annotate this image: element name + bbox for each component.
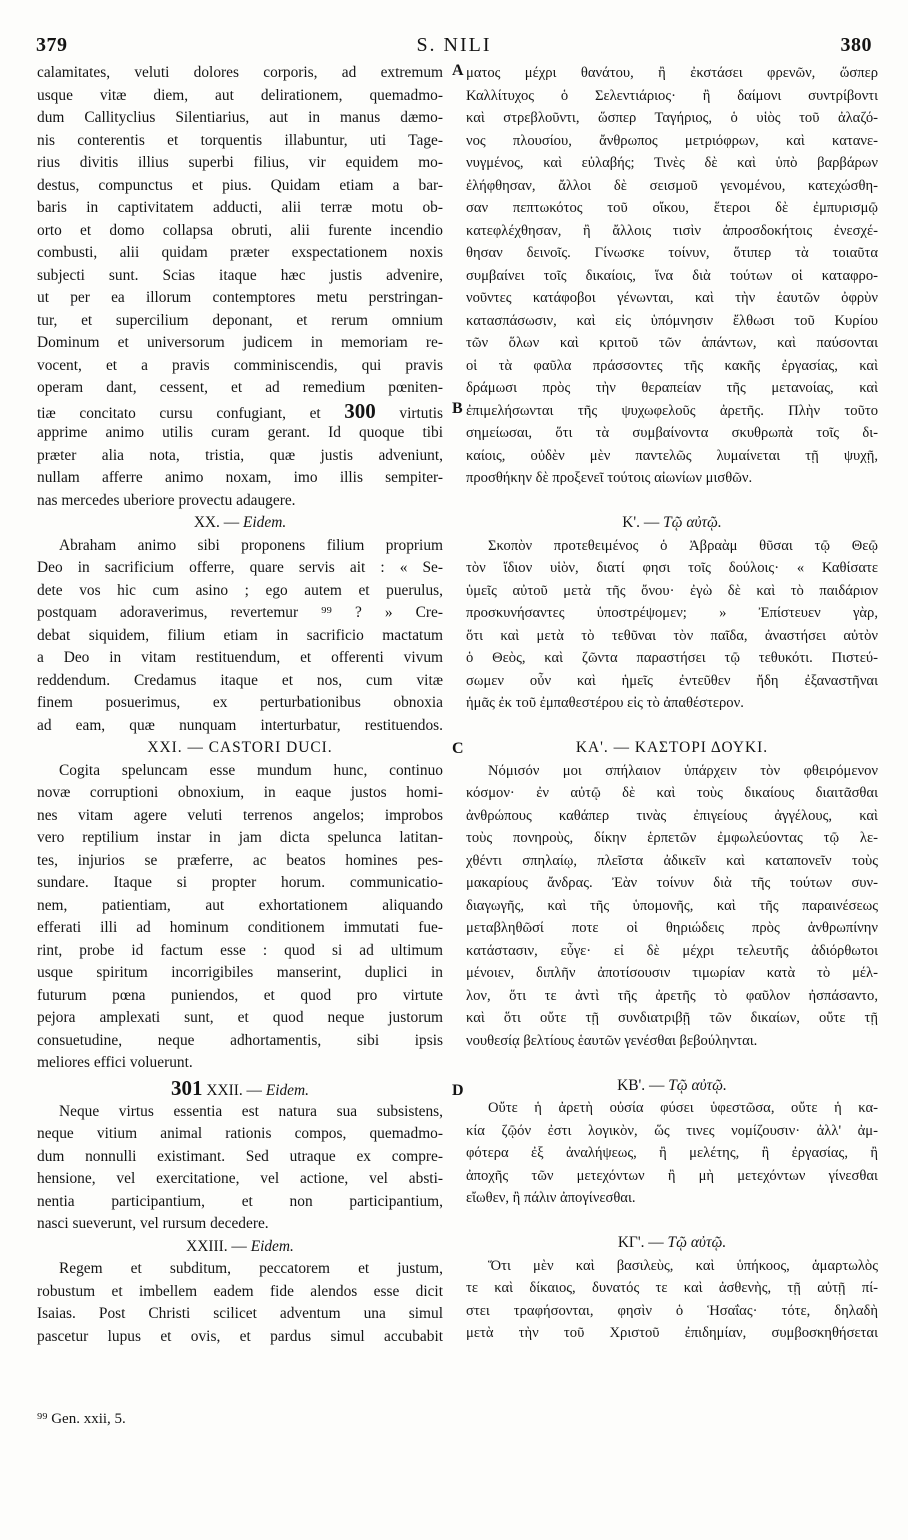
latin-paragraph-21 xyxy=(37,760,443,1075)
text-line: φότερα ἐξ ἀναλήψεως, ἢ μελέτης, ἢ ἐργασίας, ἢ xyxy=(466,1145,878,1161)
text-line: tur, et supercilium deponant, et rerum omnium xyxy=(37,311,443,329)
text-line: orto et domo collapsa obruti, alii furente incendio xyxy=(37,221,443,239)
text-line: meliores effici voluerunt. xyxy=(37,1054,193,1071)
text-line: debat siquidem, filium etiam in sacrificio mactatum xyxy=(37,626,443,644)
text-line: τοὺς πονηροὺς, δίκην ἑρπετῶν ἐμφωλεύοντας τῷ λε- xyxy=(466,830,878,846)
text-line: κατάστασιν, εὖγε· εἰ δὲ μέχρι τελευτῆς ἀδιόρθωτοι xyxy=(466,942,878,959)
text-line: nes vitam agere veluti terrenos angelos; improbos xyxy=(37,806,443,824)
letter-heading-21 xyxy=(37,737,443,760)
text-line: χθέντι σπηλαίῳ, πλεῖστα ἀδικεῖν καὶ καταπονεῖν τοὺς xyxy=(466,852,878,869)
heading-recipient: Eidem. xyxy=(243,514,287,531)
text-line: ματος μέχρι θανάτου, ἢ ἐκστάσει φρενῶν, ὥσπερ xyxy=(466,65,878,81)
margin-letter-a: A xyxy=(452,62,464,79)
text-line: προσθήκην δὲ προξενεῖ τούτοις αἰωνίων μισθῶν. xyxy=(466,470,753,486)
spacer xyxy=(466,1210,878,1233)
text-line: futurum pœna puniendos, et quod pro virtute xyxy=(37,986,443,1004)
text-line: Neque virtus essentia est natura sua subsistens, xyxy=(59,1102,443,1120)
margin-letter-d: D xyxy=(452,1082,464,1099)
text-line: vocent, et a pravis comminiscendis, qui pravis xyxy=(37,356,443,374)
text-line: pascetur lupus et ovis, et pardus simul accubabit xyxy=(37,1327,443,1345)
heading-number: XXIII. — xyxy=(186,1237,247,1255)
text-line: ἀποχῆς τῶν μετεχόντων ἢ μὴ μετεχόντων γίνεσθαι xyxy=(466,1167,878,1184)
footnote: ⁹⁹ Gen. xxii, 5. xyxy=(37,1411,126,1427)
text-line: Dominum et universorum judicem in memoriam re- xyxy=(37,334,443,351)
heading-number: XXII. — xyxy=(206,1081,262,1099)
letter-heading-22 xyxy=(37,1075,443,1101)
running-header xyxy=(36,34,872,60)
text-line: destus, compunctus et pius. Quidam etiam a bar- xyxy=(37,176,443,194)
greek-column xyxy=(466,62,878,1345)
text-line: τὸν ἴδιον υἱὸν, διατί φησι τοῖς δούλοις· « Καθίσατε xyxy=(466,560,878,576)
text-line: νος πλουσίου, ἄνθρωπος μετριόφρων, καὶ κατανε- xyxy=(466,132,878,149)
text-line: ὅτι καὶ μετὰ τὸ τεθῦναι τὸν παῖδα, ἀναστήσει αὐτὸν xyxy=(466,627,878,644)
text-line: ἐλήφθησαν, ἄλλοι δὲ σεισμοῦ γενομένου, κατεχώσθη- xyxy=(466,177,878,194)
text-line: Καλλίτυχος ὁ Σελεντιάριος· ἢ δαίμονι συντρίβοντι xyxy=(466,87,878,104)
text-line: nasci sueverunt, vel rursum decedere. xyxy=(37,1215,269,1232)
spacer xyxy=(466,1052,878,1075)
greek-paragraph-20 xyxy=(466,535,878,715)
text-line: Isaias. Post Christi scilicet adventum una simul xyxy=(37,1305,443,1322)
text-line: usque vitæ diem, aut delirationem, quemadmo- xyxy=(37,86,443,104)
text-line: κόσμον· ἐν αὐτῷ δὲ καὶ τοὺς δικαίους διαιτᾶσθαι xyxy=(466,785,878,801)
margin-letter-c: C xyxy=(452,740,464,757)
text-line: apprime animo utilis curam gerant. Id quoque tibi xyxy=(37,424,443,441)
text-line: διαγωγῆς, καὶ τῆς ὑπομονῆς, καὶ τῆς παραινέσεως xyxy=(466,897,878,914)
text-line: καὶ στρεβλοῦντι, ὥσπερ Ταγήριος, ὁ υἱὸς τοῦ ἀλαζό- xyxy=(466,110,878,126)
text-line: dum Callityclius Silentiarius, aut in manus dæmo- xyxy=(37,109,443,126)
text-line: ut per ea illorum contemptores metu perstringan- xyxy=(37,289,443,306)
text-line xyxy=(37,400,443,423)
text-line: συμβαίνει τοῖς δικαίοις, ἵνα διὰ τούτων οἱ καταφρο- xyxy=(466,267,878,284)
text-line: rint, probe id factum esse : quod si ad ultimum xyxy=(37,941,443,959)
text-line: ὑμεῖς αὐτοῦ μετὰ τῆς ὄνου· ἐγὼ δὲ καὶ τὸ παιδάριον xyxy=(466,582,878,599)
latin-column xyxy=(37,62,443,1348)
text-line: κία ζῷόν ἐστι λογικὸν, ὥς τινες νομίζουσιν· ἀλλ' ἀμ- xyxy=(466,1122,878,1139)
text-line: νυγμένος, καὶ εὐλαβής; Τινὲς δὲ καὶ ὑπὸ βαρβάρων xyxy=(466,155,878,171)
latin-paragraph-22 xyxy=(37,1101,443,1236)
text-line: præter alia nota, tristia, quæ justis adveniunt, xyxy=(37,446,443,464)
text-line: calamitates, veluti dolores corporis, ad extremum xyxy=(37,64,443,81)
text-line: μεταβληθῶσί ποτε οἱ θηριώδεις πρὸς ἀνθρωπίνην xyxy=(466,920,878,936)
text-line: Ὅτι μὲν καὶ βασιλεὺς, καὶ ὑπήκοος, ἁμαρτωλὸς xyxy=(488,1257,878,1274)
heading-number: Κ'. — xyxy=(622,514,660,531)
text-line: hensione, vel exercitatione, vel actione, vel absti- xyxy=(37,1170,443,1187)
text-line: σημείωσαι, ὅτι τὰ συμβαίνοντα σκυθρωπὰ τοῖς δι- xyxy=(466,425,878,441)
text-line: ad eam, quæ nunquam interturbatur, restituendos. xyxy=(37,716,443,734)
spacer xyxy=(466,490,878,513)
text-line: consuetudine, neque adhortamentis, sibi ipsis xyxy=(37,1031,443,1049)
text-line: vero reptilium instar in jam dicta spelunca latitan- xyxy=(37,829,443,846)
greek-heading-23 xyxy=(466,1232,878,1255)
text-line: ὁ Θεὸς, καὶ ζῶντα παραστήσει τῷ τεθυκότι. Πιστεύ- xyxy=(466,650,878,666)
text-line: Cogita speluncam esse mundum hunc, continuo xyxy=(59,761,443,779)
text-line: λον, ὅτι τε ἀντὶ τῆς ἀρετῆς τὸ φαῦλον ἠσπάσαντο, xyxy=(466,987,878,1004)
text-line: robustum et imbellem eadem fide alendos esse dicit xyxy=(37,1282,443,1300)
text-line: dete vos hic cum asino ; ego autem et puerulus, xyxy=(37,581,443,599)
text-line: nas mercedes uberiore provectu adaugere. xyxy=(37,491,296,509)
text-line: efferati illi ad hominum conditionem immutati fue- xyxy=(37,919,443,936)
heading-number: ΚΒ'. — xyxy=(617,1076,665,1094)
text-line: μακαρίους ἄνδρας. Ἐὰν τοίνυν διὰ τῆς τούτων συν- xyxy=(466,875,878,891)
column-number-300: 300 xyxy=(344,399,376,422)
greek-paragraph-19 xyxy=(466,62,878,490)
text-line: subjecti sunt. Scias itaque hæc justis advenire, xyxy=(37,266,443,284)
text-line: sundare. Itaque si propter horum. communicatio- xyxy=(37,874,443,891)
text-line: nem, patientiam, aut exhortationem aliquando xyxy=(37,896,443,914)
text-line: tes, injurios se præferre, ac beatos homines pes- xyxy=(37,851,443,869)
page-number-right: 380 xyxy=(840,34,872,56)
text-line: νοῦντες κατάφοβοι γένωνται, καὶ τὴν ἑαυτῶν ὀφρὺν xyxy=(466,290,878,306)
greek-paragraph-22 xyxy=(466,1097,878,1210)
text-line: Νόμισόν μοι σπήλαιον ὑπάρχειν τὸν φθειρόμενον xyxy=(488,762,878,779)
heading-text: ΚΑ'. — ΚΑΣΤΟΡΙ ΔΟΥΚΙ. xyxy=(575,739,769,756)
heading-recipient: Τῷ αὐτῷ. xyxy=(663,514,722,531)
margin-letter-b: B xyxy=(452,400,463,417)
latin-paragraph-19 xyxy=(37,62,443,512)
greek-paragraph-23 xyxy=(466,1255,878,1345)
text-line: Regem et subditum, peccatorem et justum, xyxy=(59,1260,443,1277)
text-line: εἴωθεν, ἢ πάλιν ἀπογίνεσθαι. xyxy=(466,1190,636,1206)
letter-heading-20 xyxy=(37,512,443,535)
heading-recipient: Eidem. xyxy=(250,1237,294,1255)
text-line: προσκυνήσαντες ὑποστρέψομεν; » Ἐπίστευεν γὰρ, xyxy=(466,605,878,621)
text-line: nentia participantium, et non participantium, xyxy=(37,1192,443,1210)
text-line: στει τραφήσονται, φησὶν ὁ Ἡσαΐας· τότε, δηλαδὴ xyxy=(466,1302,878,1319)
text-line: νουθεσίᾳ βελτίους ἑαυτῶν γενέσθαι βεβούληνται. xyxy=(466,1032,758,1049)
text-line: nis conterentis et torquentis illabuntur, uti Tage- xyxy=(37,131,443,149)
heading-number: ΚΓ'. — xyxy=(617,1234,664,1251)
text-line: κατεφλέχθησαν, ἢ ἄλλοις τισὶν ἀπροσδοκήτοις ἐνεσχέ- xyxy=(466,222,878,239)
text-line: μετὰ τὴν τοῦ Χριστοῦ ἐπιδημίαν, συμβοσκηθήσεται xyxy=(466,1325,878,1341)
text-line: Σκοπὸν προτεθειμένος ὁ Ἀβραὰμ θῦσαι τῷ Θεῷ xyxy=(488,537,878,554)
text-line: θησαν δεινοῖς. Γίνωσκε τοίνυν, ὅτιπερ τὰ τοιαῦτα xyxy=(466,245,878,261)
latin-paragraph-20 xyxy=(37,535,443,738)
greek-paragraph-21 xyxy=(466,760,878,1053)
heading-recipient: Eidem. xyxy=(265,1081,309,1099)
text-line: finem posuerimus, ex perturbationibus obnoxia xyxy=(37,694,443,711)
text-line: operam dant, cessent, et ad remedium pœniten- xyxy=(37,379,443,396)
text-line: κατασπάσωσιν, καὶ εἰς ὑπόμνησιν ἔλθωσι τοῦ Κυρίου xyxy=(466,312,878,329)
spacer xyxy=(466,715,878,738)
text-line: a Deo in vitam restituendum, et offerenti vivum xyxy=(37,649,443,666)
page-number-left: 379 xyxy=(36,34,68,56)
text-line: postquam adoraverimus, revertemur ⁹⁹ ? » Cre- xyxy=(37,604,443,621)
running-title: S. NILI xyxy=(416,34,492,56)
text-line: τε καὶ δίκαιος, δυνατός τε καὶ ἀσθενὴς, τῇ αὐτῇ πί- xyxy=(466,1280,878,1296)
text-line: rius divitis illius superbi filius, vir equidem mo- xyxy=(37,154,443,171)
text-line: dum nonnulli existimant. Sed utraque ex compre- xyxy=(37,1147,443,1165)
text-line: καὶ ὅτι οὔτε τῇ συνδιατριβῇ τῶν δικαίων, οὔτε τῇ xyxy=(466,1010,878,1026)
heading-recipient: Τῷ αὐτῷ. xyxy=(668,1076,727,1094)
greek-heading-21 xyxy=(466,737,878,760)
text-line: neque vitium animal rationis compos, quemadmo- xyxy=(37,1125,443,1142)
text-line: σαν πεπτωκότος τοῦ οἴκου, ἕτεροι δὲ ἐμπυρισμῷ xyxy=(466,200,878,216)
text-line: δράμωσι πρὸς τὴν θεραπείαν τῆς μετανοίας, καὶ xyxy=(466,380,878,396)
text-line: τῶν ὅλων καὶ κριτοῦ τῶν ἁπάντων, καὶ παύσονται xyxy=(466,335,878,351)
text-line: Deo in sacrificium offerre, quare servis ait : « Se- xyxy=(37,559,443,576)
text-line: καίοις, οὐδὲν μὲν παντελῶς λυμαίνεται τῇ ψυχῇ, xyxy=(466,447,878,464)
text-line: novæ corruptioni obnoxium, in eaque justos homi- xyxy=(37,784,443,801)
letter-heading-23 xyxy=(37,1236,443,1259)
heading-number: XX. — xyxy=(193,514,240,531)
greek-heading-20 xyxy=(466,512,878,535)
text-line: nullam afferre animo noxam, imo illis sempiter- xyxy=(37,469,443,486)
column-number-301: 301 xyxy=(171,1075,203,1100)
text-line: σωμεν οὖν καὶ ἡμεῖς ἐντεῦθεν ἤδη ἐξαναστῆναι xyxy=(466,672,878,689)
text-line: usque spiritum incorrigibiles manserint, duplici in xyxy=(37,964,443,981)
text-line: ἐπιμελήσωνται τῆς ψυχωφελοῦς ἀρετῆς. Πλὴν τοῦτο xyxy=(466,402,878,419)
heading-recipient: Τῷ αὐτῷ. xyxy=(667,1234,727,1251)
text-line: μένοιεν, διπλῆν ἀποτίσουσιν τιμωρίαν κατὰ τὸ μέλ- xyxy=(466,965,878,981)
text-line: οἱ τὰ φαῦλα πράσσοντες τῆς κακῆς ἐργασίας, καὶ xyxy=(466,357,878,374)
text-line: ἀνθρώπους καθάπερ τινὰς ἐπιγείους ἀγγέλους, καὶ xyxy=(466,807,878,824)
latin-paragraph-23 xyxy=(37,1258,443,1348)
text-fragment: tiæ concitato cursu confugiant, et xyxy=(37,404,321,422)
greek-heading-22 xyxy=(466,1075,878,1098)
text-line: reddendum. Credamus itaque et nos, cum vitæ xyxy=(37,671,443,689)
heading-text: XXI. — CASTORI DUCI. xyxy=(147,739,333,756)
text-line: Abraham animo sibi proponens filium proprium xyxy=(59,536,443,554)
text-line: Οὔτε ἡ ἀρετὴ οὐσία φύσει ὑφεστῶσα, οὔτε ἡ κα- xyxy=(488,1100,878,1116)
text-line: pejora amplexati sunt, et quod neque justorum xyxy=(37,1009,443,1026)
text-line: baris in captivitatem adducti, alii terræ motu ob- xyxy=(37,199,443,216)
text-line: combusti, alii quidam præter exspectationem noxis xyxy=(37,244,443,261)
text-line: ἡμᾶς ἐκ τοῦ ἐμπαθεστέρου εἰς τὸ ἀπαθέστερον. xyxy=(466,695,744,711)
text-fragment: virtutis xyxy=(399,404,443,422)
